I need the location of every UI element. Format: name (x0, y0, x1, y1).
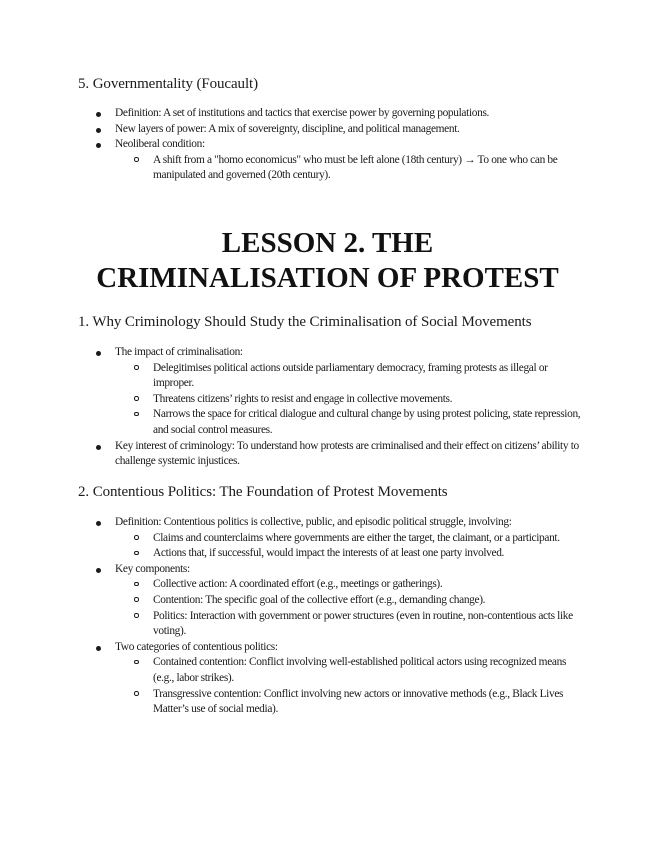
sub-list-item: Narrows the space for critical dialogue and cultural change by using protest policing, state repression, and social control measures. (115, 407, 582, 438)
section-heading-contentious-politics: 2. Contentious Politics: The Foundation of Protest Movements (78, 484, 448, 500)
bullet-icon (96, 521, 101, 526)
hollow-bullet-icon (134, 613, 139, 618)
sub-list-item: Contention: The specific goal of the collective effort (e.g., demanding change). (115, 593, 582, 609)
bullet-icon (96, 143, 101, 148)
sub-list-item: Collective action: A coordinated effort (e.g., meetings or gatherings). (115, 577, 582, 593)
hollow-bullet-icon (134, 412, 139, 417)
hollow-bullet-icon (134, 157, 139, 162)
list-item: The impact of criminalisation: Delegitimises political actions outside parliamentary democracy, framing protests as illegal or improper. Threatens citizens’ rights to resist and engage in collective movements. Narrows the space for critical dialogue and cultural change by using protest policing, state repression, and social control measures. (77, 345, 582, 439)
sub-list-item: Threatens citizens’ rights to resist and engage in collective movements. (115, 392, 582, 408)
bullet-icon (96, 112, 101, 117)
sub-list-item: A shift from a "homo economicus" who must be left alone (18th century) → To one who can be manipulated and governed (20th century). (115, 153, 582, 184)
list-item: New layers of power: A mix of sovereignty, discipline, and political management. (77, 122, 582, 138)
list-item: Neoliberal condition: A shift from a "homo economicus" who must be left alone (18th century) → To one who can be manipulated and governed (20th century). (77, 137, 582, 184)
hollow-bullet-icon (134, 396, 139, 401)
bullet-icon (96, 128, 101, 133)
hollow-bullet-icon (134, 535, 139, 540)
list-item: Two categories of contentious politics: Contained contention: Conflict involving well-established political actors using recognized means (e.g., labor strikes). Transgressive contention: Conflict involving new actors or innovative methods (e.g., Black Lives Matter’s use of social media). (77, 640, 582, 718)
list-item: Key components: Collective action: A coordinated effort (e.g., meetings or gatherings). Contention: The specific goal of the collective effort (e.g., demanding change). Politics: Interaction with government or power structures (even in routine, non-contentious acts like voting). (77, 562, 582, 640)
hollow-bullet-icon (134, 691, 139, 696)
hollow-bullet-icon (134, 660, 139, 665)
criminology-list (77, 345, 582, 470)
sub-list-item: Delegitimises political actions outside parliamentary democracy, framing protests as illegal or improper. (115, 361, 582, 392)
hollow-bullet-icon (134, 551, 139, 556)
bullet-icon (96, 568, 101, 573)
hollow-bullet-icon (134, 582, 139, 587)
sub-list-item: Actions that, if successful, would impact the interests of at least one party involved. (115, 546, 582, 562)
section-heading-governmentality: 5. Governmentality (Foucault) (78, 76, 258, 92)
hollow-bullet-icon (134, 365, 139, 370)
sub-list-item: Claims and counterclaims where governments are either the target, the claimant, or a participant. (115, 531, 582, 547)
hollow-bullet-icon (134, 597, 139, 602)
lesson-title: LESSON 2. THE CRIMINALISATION OF PROTEST (96, 227, 559, 294)
contentious-politics-list (77, 515, 582, 718)
bullet-icon (96, 646, 101, 651)
list-item: Definition: A set of institutions and tactics that exercise power by governing populations. (77, 106, 582, 122)
list-item: Definition: Contentious politics is collective, public, and episodic political struggle, involving: Claims and counterclaims where governments are either the target, the claimant, or a participant. Actions that, if successful, would impact the interests of at least one party involved. (77, 515, 582, 562)
governmentality-list (77, 106, 582, 184)
list-item: Key interest of criminology: To understand how protests are criminalised and their effect on citizens’ ability to challenge systemic injustices. (77, 439, 582, 470)
bullet-icon (96, 351, 101, 356)
section-heading-criminology: 1. Why Criminology Should Study the Criminalisation of Social Movements (78, 314, 532, 330)
sub-list-item: Politics: Interaction with government or power structures (even in routine, non-contentious acts like voting). (115, 609, 582, 640)
bullet-icon (96, 445, 101, 450)
sub-list-item: Contained contention: Conflict involving well-established political actors using recognized means (e.g., labor strikes). (115, 655, 582, 686)
sub-list-item: Transgressive contention: Conflict involving new actors or innovative methods (e.g., Black Lives Matter’s use of social media). (115, 687, 582, 718)
